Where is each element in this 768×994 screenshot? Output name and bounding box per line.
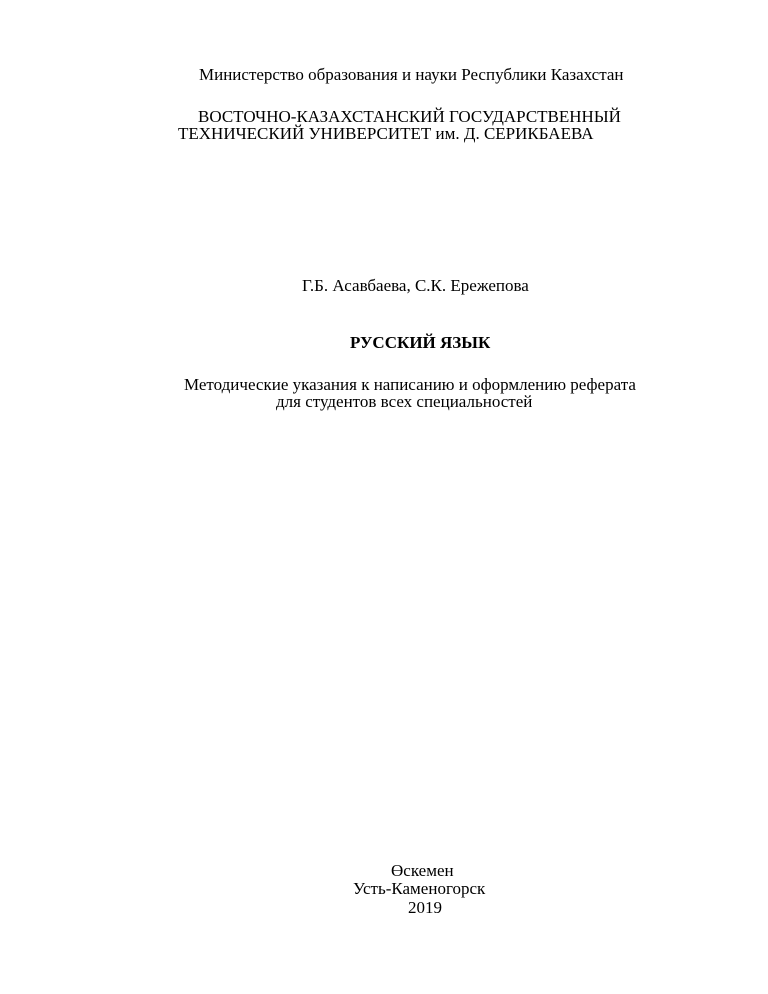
- city-kazakh: Өскемен: [391, 861, 454, 880]
- city-russian: Усть-Каменогорск: [353, 879, 486, 898]
- subtitle-line1: Методические указания к написанию и оформлению реферата: [184, 375, 636, 394]
- subtitle-line2: для студентов всех специальностей: [276, 392, 533, 411]
- document-title: РУССКИЙ ЯЗЫК: [350, 333, 491, 352]
- publication-year: 2019: [408, 898, 442, 917]
- university-name-line1: ВОСТОЧНО-КАЗАХСТАНСКИЙ ГОСУДАРСТВЕННЫЙ: [198, 107, 621, 126]
- authors: Г.Б. Асавбаева, С.К. Ережепова: [302, 276, 529, 295]
- ministry-text: Министерство образования и науки Республики Казахстан: [199, 65, 624, 84]
- university-name-line2: ТЕХНИЧЕСКИЙ УНИВЕРСИТЕТ им. Д. СЕРИКБАЕВА: [178, 124, 594, 143]
